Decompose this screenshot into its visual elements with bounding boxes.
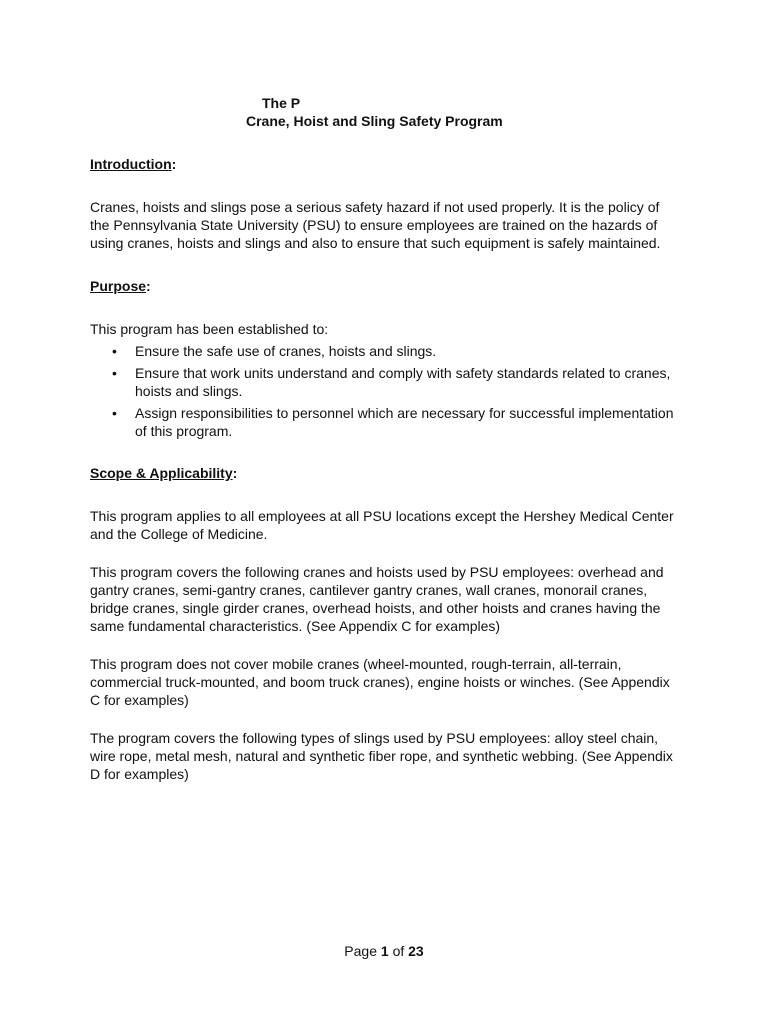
document-title: Crane, Hoist and Sling Safety Program <box>246 113 503 129</box>
introduction-heading-colon: : <box>171 156 177 172</box>
current-page-number: 1 <box>380 943 389 959</box>
page-footer <box>0 942 768 960</box>
purpose-bullet-item <box>90 342 680 360</box>
purpose-bullet-list <box>90 342 680 440</box>
scope-heading-text: Scope & Applicability <box>90 465 233 481</box>
purpose-heading-colon: : <box>146 278 151 294</box>
page-label: Page <box>344 943 377 959</box>
introduction-heading <box>90 155 680 173</box>
scope-paragraph: This program covers the following cranes and hoists used by PSU employees: overhead and gantry cranes, semi-gantry cranes, cantilever gantry cranes, wall cranes, monorail cranes, bridge cranes, single girder cranes, overhead hoists, and other hoists and cranes having the same fundamental characteristics. (See Appendix C for examples) <box>90 564 664 634</box>
introduction-heading-text: Introduction <box>90 156 172 172</box>
bullet-icon: • <box>112 405 117 421</box>
total-page-count: 23 <box>408 943 424 959</box>
purpose-heading-text: Purpose <box>90 278 147 294</box>
purpose-bullet-text: Ensure that work units understand and comply with safety standards related to cranes, hoists and slings. <box>135 365 671 399</box>
purpose-bullet-text: Ensure the safe use of cranes, hoists and slings. <box>135 343 437 359</box>
scope-paragraph: The program covers the following types of slings used by PSU employees: alloy steel chain, wire rope, metal mesh, natural and synthetic fiber rope, and synthetic webbing. (See Appendix D for examples) <box>90 730 673 782</box>
document-body <box>90 155 680 803</box>
scope-heading <box>90 464 680 482</box>
scope-paragraph: This program does not cover mobile cranes (wheel-mounted, rough-terrain, all-terrain, commercial truck-mounted, and boom truck cranes), engine hoists or winches. (See Appendix C for examples) <box>90 656 670 708</box>
purpose-heading <box>90 277 680 295</box>
document-title-fragment: The P <box>262 95 301 111</box>
bullet-icon: • <box>112 365 117 381</box>
bullet-icon: • <box>112 343 117 359</box>
purpose-lead-paragraph: This program has been established to: <box>90 321 329 337</box>
scope-paragraph: This program applies to all employees at all PSU locations except the Hershey Medical Center and the College of Medicine. <box>90 508 674 542</box>
purpose-bullet-item <box>90 364 680 400</box>
page-of-label: of <box>392 943 405 959</box>
purpose-bullet-item <box>90 404 680 440</box>
introduction-paragraph: Cranes, hoists and slings pose a serious safety hazard if not used properly. It is the policy of the Pennsylvania State University (PSU) to ensure employees are trained on the hazards of using cranes, hoists and slings and also to ensure that such equipment is safely maintained. <box>90 199 661 251</box>
scope-heading-colon: : <box>232 465 238 481</box>
purpose-bullet-text: Assign responsibilities to personnel which are necessary for successful implementation of this program. <box>135 405 674 439</box>
